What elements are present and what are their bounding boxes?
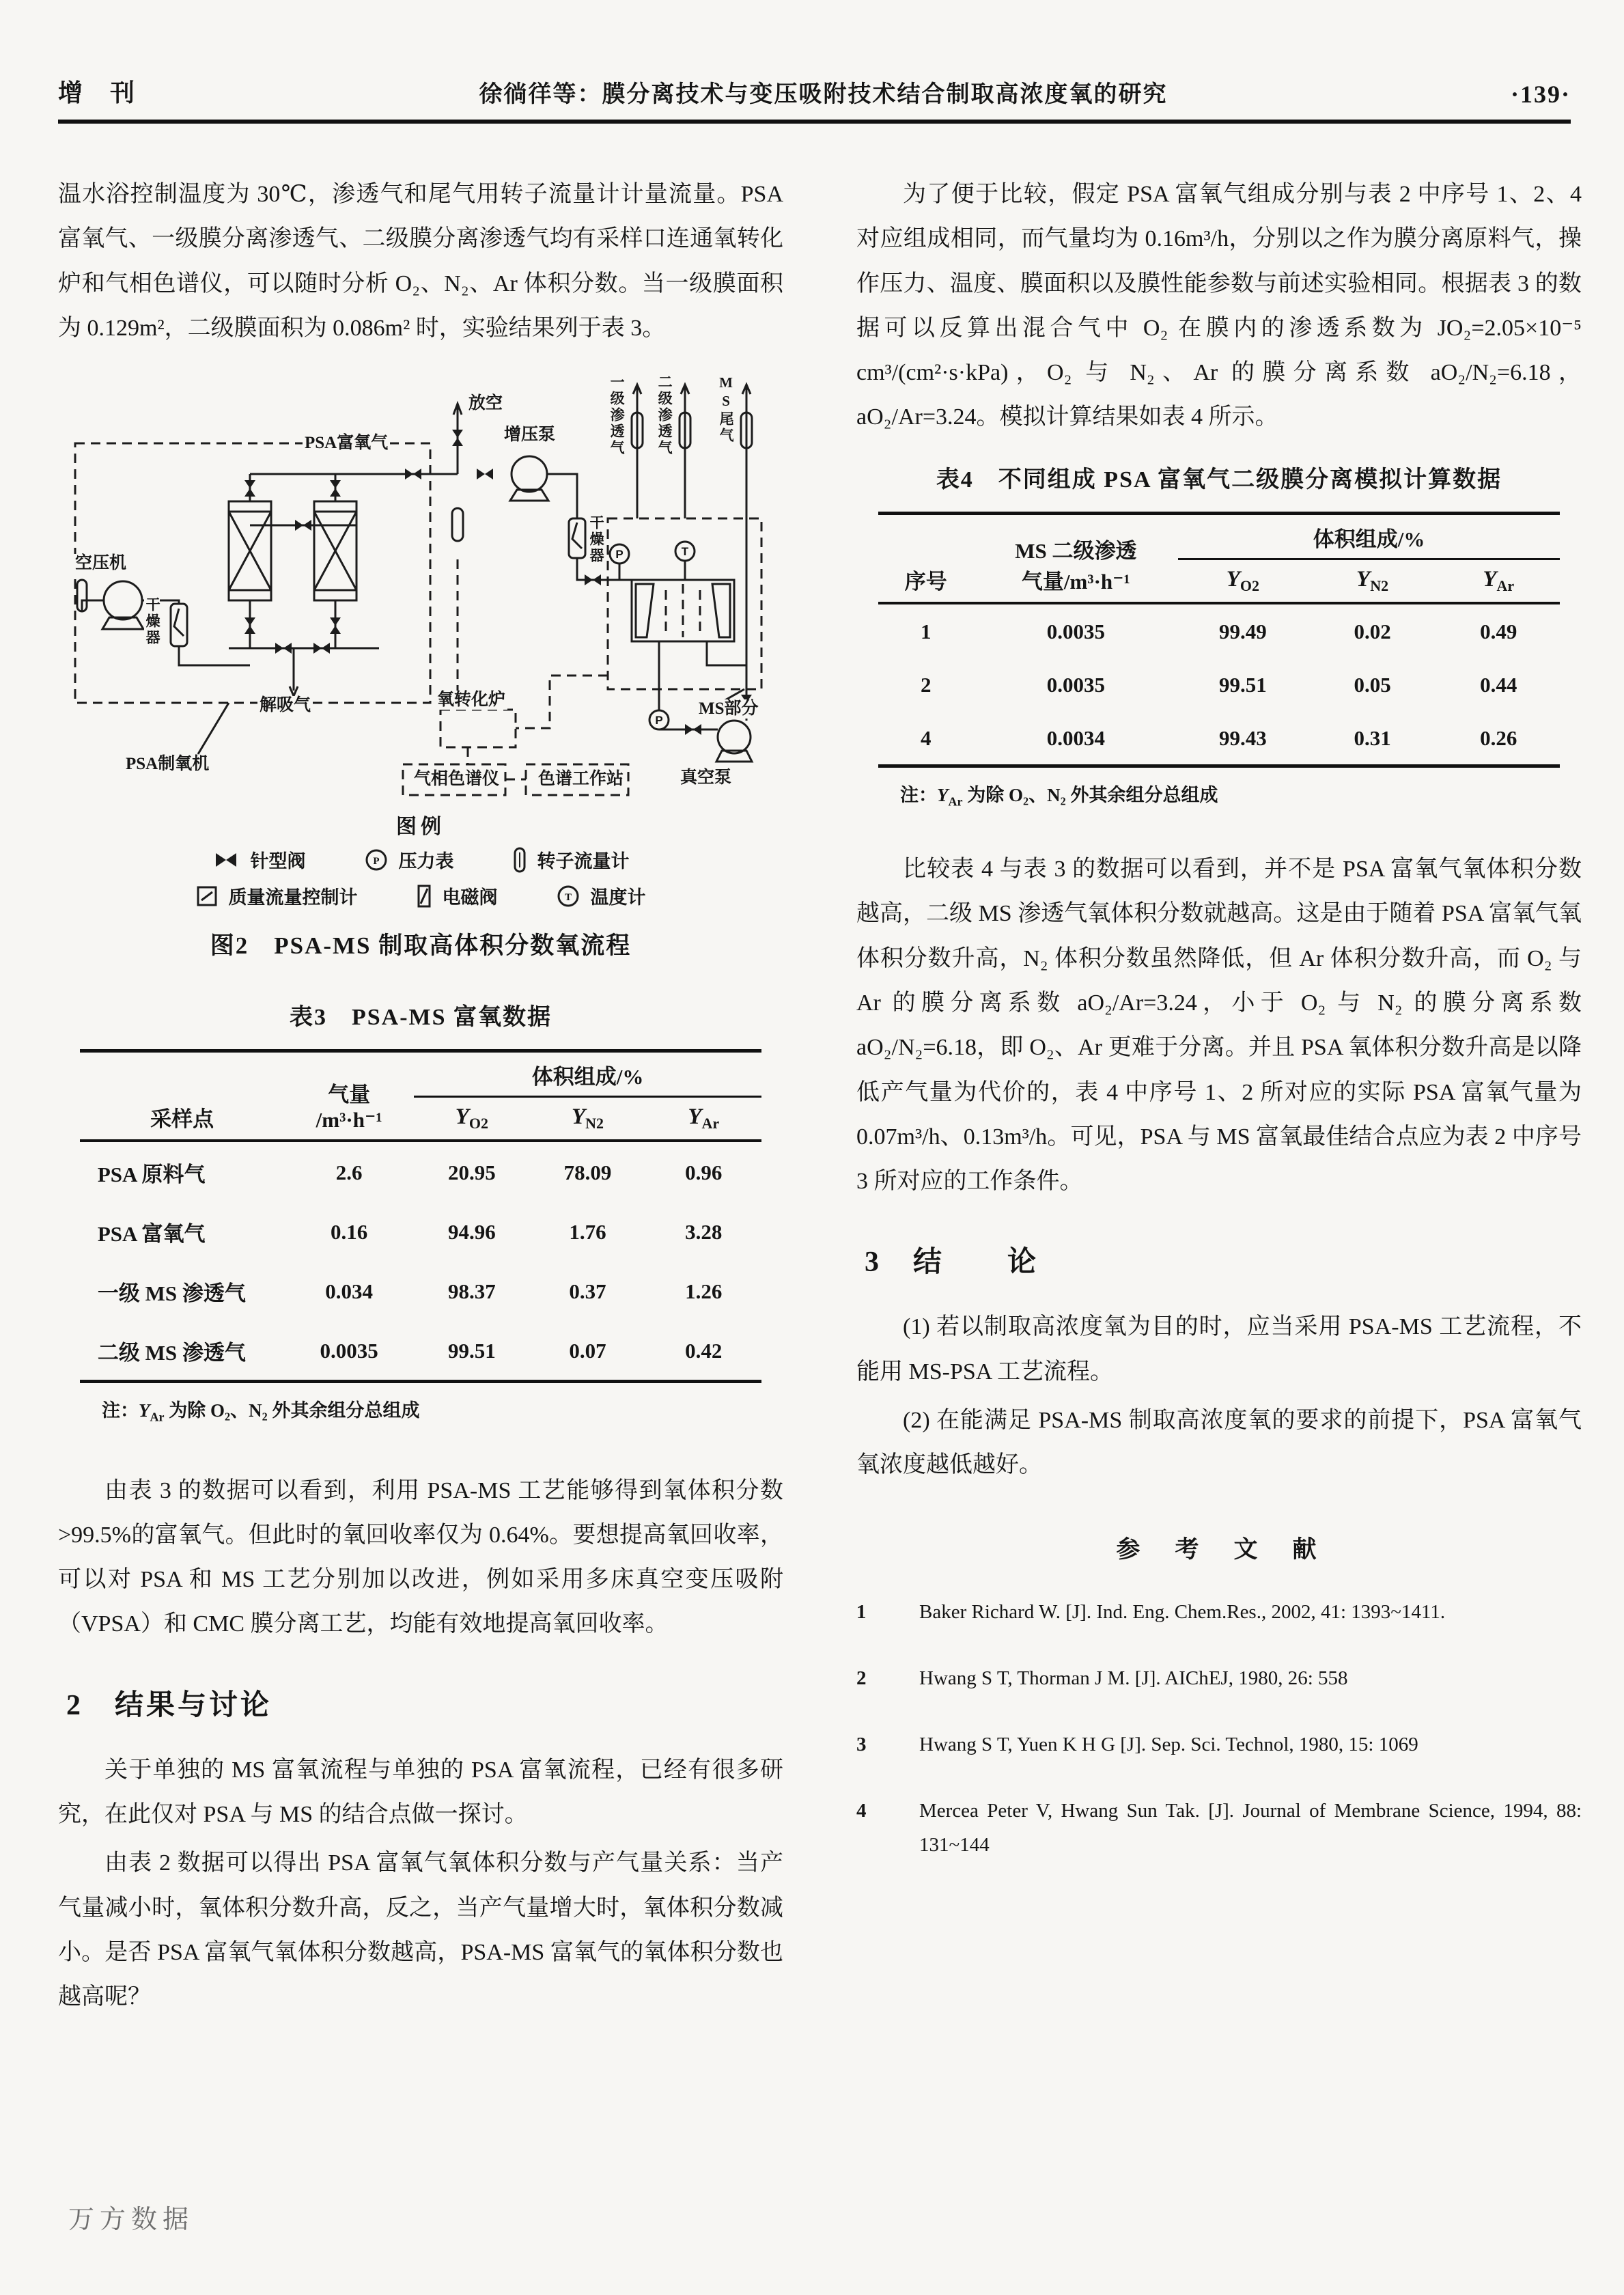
section-number: 2 xyxy=(66,1689,83,1721)
section-title: 结 论 xyxy=(913,1247,1039,1279)
needle-valve-icon xyxy=(244,617,255,634)
needle-valve-icon xyxy=(330,617,341,634)
wanfang-watermark: 万方数据 xyxy=(68,2206,195,2234)
dryer2-label: 干燥器 xyxy=(588,513,604,566)
legend-label: 转子流量计 xyxy=(537,851,630,872)
bottom-manifold xyxy=(229,600,379,648)
solenoid-valve-icon xyxy=(417,885,432,908)
needle-valve-icon xyxy=(685,724,701,735)
table-row: 二级 MS 渗透气 0.0035 99.51 0.07 0.42 xyxy=(97,1338,723,1365)
table-4-note: 注：$Y_{Ar}$ 为除 O₂、N₂ 外其余组分总组成 xyxy=(900,784,1218,809)
flow-header-unit: /m³·h⁻¹ xyxy=(316,1108,382,1132)
table-4-col-flow xyxy=(974,513,1178,603)
legend-item-thermometer xyxy=(557,882,646,909)
mass-flow-controller-icon xyxy=(196,885,218,907)
figure-2-flow-diagram xyxy=(58,354,782,800)
table-row: 2 0.0035 99.51 0.05 0.44 xyxy=(920,672,1517,697)
legend-title: 图例 xyxy=(396,816,445,839)
table-3 xyxy=(80,1049,761,1383)
solenoid-valve-icon xyxy=(275,643,292,654)
paragraph-simulation-setup: 为了便于比较，假定 PSA 富氧气组成分别与表 2 中序号 1、2、4 对应组成相同，而气量均为 0.16m³/h，分别以之作为膜分离原料气，操作压力、温度、膜面积以及膜性能参数与前述实验相同。根据表 3 的数据可以反算出混合气中 O₂ 在膜内的渗透系数为 JO₂=2.05×10⁻⁵ cm³/(cm²·s·kPa)，O₂ 与 N₂、Ar 的膜分离系数 aO₂/N₂=6.18，aO₂/Ar=3.24。模拟计算结果如表 4 所示。 xyxy=(856,182,1582,430)
needle-valve-icon xyxy=(244,480,255,497)
conclusion-item-1: (1) 若以制取高浓度氧为目的时，应当采用 PSA-MS 工艺流程，不能用 MS-PSA 工艺流程。 xyxy=(856,1314,1582,1385)
needle-valve-icon xyxy=(477,469,493,479)
gas-chromatograph-label: 气相色谱仪 xyxy=(414,770,500,789)
pressure-gauge-letter: P xyxy=(615,548,624,561)
header-page-number: ·139· xyxy=(1510,81,1571,108)
legend-item-needle-valve xyxy=(212,846,306,873)
svg-text:P: P xyxy=(372,855,380,867)
header-running-title: 徐徜徉等：膜分离技术与变压吸附技术结合制取高浓度氧的研究 xyxy=(479,82,1168,107)
reference-text: Mercea Peter V, Hwang Sun Tak. [J]. Journal of Membrane Science, 1994, 88: 131~144 xyxy=(919,1799,1582,1856)
legend-label: 针型阀 xyxy=(250,851,306,872)
references-heading: 参 考 文 献 xyxy=(1116,1536,1322,1563)
vacuum-pump-label: 真空泵 xyxy=(678,768,733,788)
ms-converter-link xyxy=(516,676,608,728)
ms-tailgas-label: MS尾气 xyxy=(718,372,733,446)
dryer2-element xyxy=(572,523,582,548)
retentate-outlet xyxy=(707,641,746,665)
table-3-col-yar: $Y_{Ar}$ xyxy=(688,1104,720,1132)
adsorber-column-2-fill xyxy=(314,512,356,590)
section-title: 结果与讨论 xyxy=(115,1689,272,1721)
section-number: 3 xyxy=(865,1247,882,1279)
legend-label: 电磁阀 xyxy=(442,887,498,908)
tailgas-line xyxy=(742,385,751,721)
legend-item-rotameter xyxy=(513,846,630,873)
psa-oxygen-label: PSA富氧气 xyxy=(303,434,390,453)
table-4-col-yo2: $Y_{O2}$ xyxy=(1226,566,1260,594)
legend-label: 质量流量控制计 xyxy=(228,887,358,908)
journal-header xyxy=(58,74,1571,124)
legend-label: 温度计 xyxy=(590,887,646,908)
adsorber-column-1-fill xyxy=(229,512,271,590)
table-4-title: 表4 不同组成 PSA 富氧气二级膜分离模拟计算数据 xyxy=(936,467,1502,492)
right-column xyxy=(856,172,1582,1894)
legend-label: 压力表 xyxy=(398,851,454,872)
needle-valve-icon xyxy=(295,520,311,531)
legend-row-2 xyxy=(58,882,783,909)
desorption-gas-label: 解吸气 xyxy=(257,696,313,715)
table-row: PSA 原料气 2.6 20.95 78.09 0.96 xyxy=(97,1160,723,1187)
reference-number: 2 xyxy=(856,1667,867,1690)
table-3-col-flow xyxy=(284,1051,414,1141)
paragraph-table3-discussion: 由表 3 的数据可以看到，利用 PSA-MS 工艺能够得到氧体积分数>99.5%的富氧气。但此时的氧回收率仅为 0.64%。要想提高氧回收率，可以对 PSA 和 MS 工艺分别加以改进，例如采用多床真空变压吸附（VPSA）和 CMC 膜分离工艺，均能有效地提高氧回收率。 xyxy=(58,1477,783,1637)
reference-number: 3 xyxy=(856,1733,867,1755)
reference-number: 1 xyxy=(856,1601,867,1624)
psa-generator-label: PSA制氧机 xyxy=(124,755,211,774)
section-heading-results xyxy=(66,1682,783,1723)
air-compressor-label: 空压机 xyxy=(73,554,128,573)
permeate2-label: 二级渗透气 xyxy=(656,372,672,458)
reference-item xyxy=(856,1661,1582,1696)
membrane-internals xyxy=(666,584,700,637)
flow-diagram-canvas xyxy=(58,354,782,800)
solenoid-valve-icon xyxy=(313,643,330,654)
vacuum-pump-symbol xyxy=(718,721,751,753)
thermometer-letter: T xyxy=(681,545,689,559)
figure-legend xyxy=(58,809,783,909)
pressure-gauge-icon xyxy=(365,848,388,872)
needle-valve-icon xyxy=(212,851,240,869)
legend-item-mass-flow-controller xyxy=(196,882,358,909)
thermometer-icon xyxy=(557,885,580,908)
table-row: 4 0.0034 99.43 0.31 0.26 xyxy=(920,725,1517,750)
booster-pump-symbol xyxy=(512,456,547,492)
conclusion-item-2: (2) 在能满足 PSA-MS 制取高浓度氧的要求的前提下，PSA 富氧气氧浓度越低越好。 xyxy=(856,1407,1582,1478)
dryer1-element xyxy=(174,609,184,636)
table-3-title: 表3 PSA-MS 富氧数据 xyxy=(289,1005,552,1031)
booster-outlet xyxy=(547,474,577,518)
needle-valve-icon xyxy=(585,574,601,585)
table-row: 1 0.0035 99.49 0.02 0.49 xyxy=(920,619,1517,643)
vent-rotameter xyxy=(452,508,463,541)
reference-number: 4 xyxy=(856,1799,867,1822)
psa-generator-leader xyxy=(198,703,229,754)
table-4-col-yn2: $Y_{N2}$ xyxy=(1356,566,1389,594)
reference-text: Hwang S T, Thorman J M. [J]. AIChEJ, 1980, 26: 558 xyxy=(919,1667,1348,1690)
dryer1-label: 干燥器 xyxy=(144,595,160,648)
vacuum-pump-base xyxy=(716,751,752,762)
reference-text: Hwang S T, Yuen K H G [J]. Sep. Sci. Technol, 1980, 15: 1069 xyxy=(919,1733,1418,1755)
table-4-col-no: 序号 xyxy=(904,569,947,594)
oxygen-converter-label: 氧转化炉 xyxy=(435,691,507,710)
flow-header-main: 气量 xyxy=(328,1083,371,1107)
left-column xyxy=(58,172,783,2023)
table-4-col-group: 体积组成/% xyxy=(1178,513,1560,559)
desorption-line xyxy=(290,648,298,696)
permeate1-line xyxy=(633,385,641,518)
reference-item xyxy=(856,1727,1582,1762)
membrane-stage1 xyxy=(636,584,654,637)
paragraph-comparison: 比较表 4 与表 3 的数据可以看到，并不是 PSA 富氧气氧体积分数越高，二级 MS 渗透气氧体积分数就越高。这是由于随着 PSA 富氧气氧体积分数升高，N₂ 体积分数虽然降低，但 Ar 体积分数升高，而 O₂ 与 Ar 的膜分离系数 aO₂/Ar=3.24，小于 O₂ 与 N₂ 的膜分离系数 aO₂/N₂=6.18，即 O₂、Ar 更难于分离。并且 PSA 氧体积分数升高是以降低产气量为代价的，表 4 中序号 1、2 所对应的实际 PSA 富氧气量为 0.07m³/h、0.13m³/h。可见，PSA 与 MS 富氧最佳结合点应为表 2 中序号 3 所对应的工作条件。 xyxy=(856,857,1582,1195)
figure-2-caption: 图2 PSA-MS 制取高体积分数氧流程 xyxy=(210,932,632,960)
table-row: 一级 MS 渗透气 0.034 98.37 0.37 1.26 xyxy=(97,1279,723,1306)
legend-item-solenoid-valve xyxy=(417,882,498,909)
table-3-col-sample: 采样点 xyxy=(150,1107,214,1132)
svg-text:T: T xyxy=(564,891,572,903)
section-heading-conclusion xyxy=(865,1239,1582,1280)
oxygen-converter-box xyxy=(440,710,516,747)
table-3-col-group: 体积组成/% xyxy=(414,1051,761,1097)
paragraph-experiment-setup: 温水浴控制温度为 30℃，渗透气和尾气用转子流量计计量流量。PSA 富氧气、一级膜分离渗透气、二级膜分离渗透气均有采样口连通氧转化炉和气相色谱仪，可以随时分析 O₂、N₂、Ar 体积分数。当一级膜面积为 0.129m²，二级膜面积为 0.086m² 时，实验结果列于表 3。 xyxy=(58,182,783,341)
legend-row-1 xyxy=(58,846,783,873)
reference-item xyxy=(856,1794,1582,1863)
top-manifold xyxy=(250,474,458,501)
rotameter-icon xyxy=(513,847,527,873)
header-issue: 增 刊 xyxy=(58,79,137,107)
flow-header-main: MS 二级渗透 xyxy=(1015,538,1137,563)
table-4-col-yar: $Y_{Ar}$ xyxy=(1483,566,1515,594)
pressure-gauge-letter: P xyxy=(655,714,663,727)
reference-text: Baker Richard W. [J]. Ind. Eng. Chem.Res., 2002, 41: 1393~1411. xyxy=(919,1601,1446,1624)
table-4 xyxy=(878,512,1560,768)
flow-header-unit: 气量/m³·h⁻¹ xyxy=(1021,569,1130,594)
needle-valve-icon xyxy=(330,480,341,497)
air-compressor-symbol xyxy=(104,581,142,620)
needle-valve-icon xyxy=(405,469,421,479)
chrom-workstation-label: 色谱工作站 xyxy=(538,770,624,789)
legend-item-pressure-gauge xyxy=(365,846,454,873)
paragraph-table2-relation: 由表 2 数据可以得出 PSA 富氧气氧体积分数与产气量关系：当产气量减小时，氧体积分数升高，反之，当产气量增大时，氧体积分数减小。是否 PSA 富氧气氧体积分数越高，PSA-MS 富氧气的氧体积分数也越高呢？ xyxy=(58,1850,783,2010)
table-row: PSA 富氧气 0.16 94.96 1.76 3.28 xyxy=(97,1219,723,1247)
needle-valve-icon xyxy=(452,430,463,446)
permeate2-line xyxy=(681,385,689,518)
membrane-stage2 xyxy=(712,584,730,637)
table-3-col-yn2: $Y_{N2}$ xyxy=(572,1104,604,1132)
table-3-col-yo2: $Y_{O2}$ xyxy=(455,1104,488,1132)
table-3-note: 注：$Y_{Ar}$ 为除 O₂、N₂ 外其余组分总组成 xyxy=(102,1400,420,1424)
paragraph-discussion-intro: 关于单独的 MS 富氧流程与单独的 PSA 富氧流程，已经有很多研究，在此仅对 PSA 与 MS 的结合点做一探讨。 xyxy=(58,1757,783,1827)
ms-section-label: MS部分 xyxy=(697,699,761,719)
permeate1-label: 一级渗透气 xyxy=(608,372,624,458)
booster-pump-label: 增压泵 xyxy=(502,426,557,445)
vent-label: 放空 xyxy=(466,394,505,413)
reference-item xyxy=(856,1595,1582,1630)
